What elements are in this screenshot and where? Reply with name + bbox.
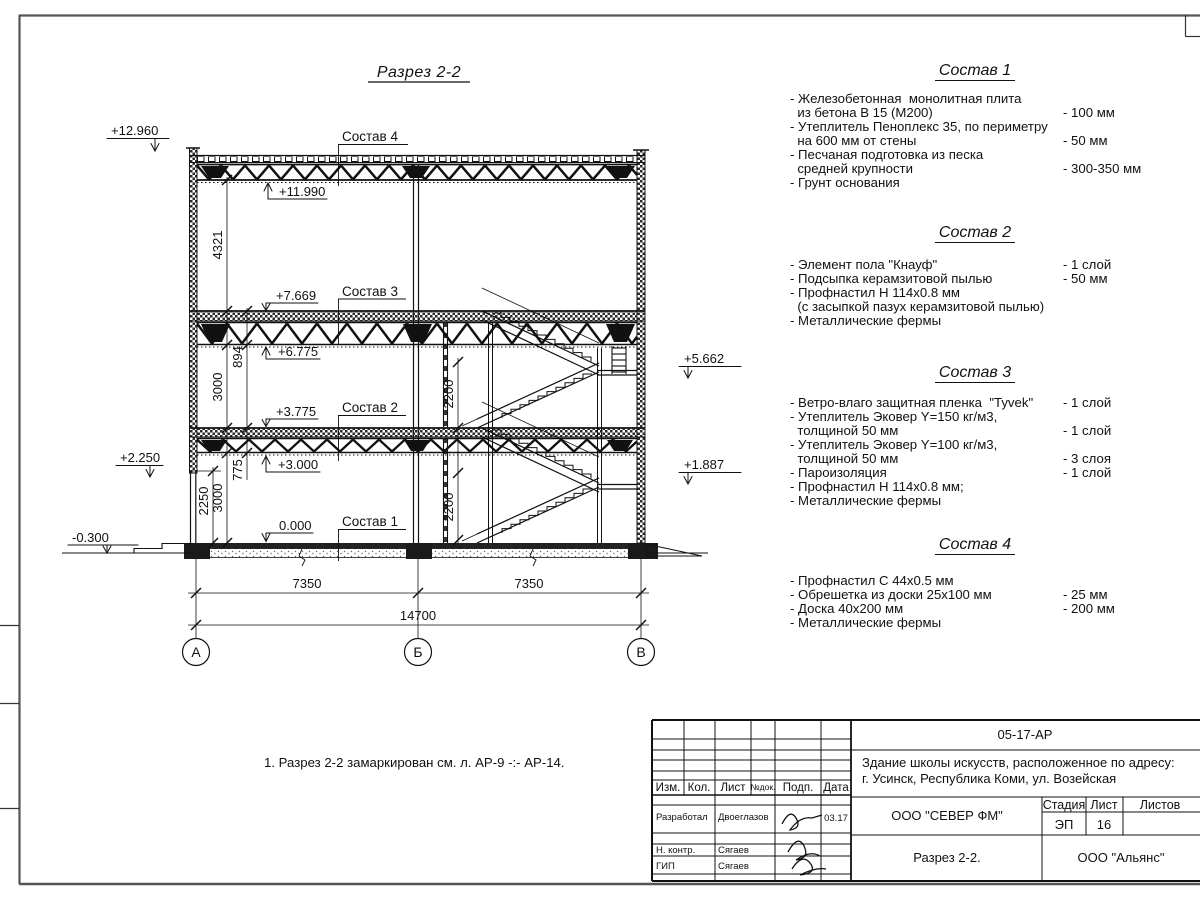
axis-label-v: В	[636, 644, 646, 660]
dim-14700: 14700	[399, 608, 437, 623]
svg-text:0.000: 0.000	[279, 518, 312, 533]
stage-value: ЭП	[1054, 817, 1074, 832]
elevation-floor2	[262, 404, 318, 427]
vertical-dimensions	[196, 175, 463, 548]
company-name: ООО "Альянс"	[1077, 850, 1165, 865]
signatures	[782, 814, 826, 875]
titleblock-text	[656, 727, 1181, 875]
list-item: - Профнастил Н 114х0.8 мм	[790, 285, 960, 300]
header-kol: Кол.	[687, 782, 711, 794]
svg-text:-0.300: -0.300	[72, 530, 109, 545]
signature-developer	[782, 814, 822, 830]
dimension-ticks	[208, 175, 463, 548]
list-item: толщиной 50 мм - 3 слоя	[790, 451, 1111, 466]
role-developer: Разработал	[656, 812, 708, 823]
svg-text:Состав 1: Состав 1	[342, 514, 398, 529]
floor-2-assembly	[190, 428, 646, 455]
svg-text:+12.960: +12.960	[111, 123, 159, 138]
composition-4-list	[790, 574, 1170, 630]
elevation-landing2	[679, 351, 741, 378]
dim-894: 894	[230, 346, 245, 368]
svg-text:+3.775: +3.775	[276, 404, 317, 419]
list-item: на 600 мм от стены - 50 мм	[790, 133, 1108, 148]
composition-2-list	[790, 258, 1170, 328]
org-name: ООО "СЕВЕР ФМ"	[891, 808, 1003, 823]
project-name-line2: г. Усинск, Республика Коми, ул. Возейская	[862, 771, 1117, 786]
list-item: - Элемент пола "Кнауф" - 1 слой	[790, 257, 1112, 272]
dim-2250: 2250	[196, 486, 211, 516]
sheet-number: 16	[1096, 817, 1112, 832]
landing-5662	[597, 371, 637, 376]
dim-775: 775	[230, 459, 245, 481]
svg-text:+11.990: +11.990	[279, 184, 326, 199]
floor-3-assembly	[190, 311, 646, 347]
axis-label-a: А	[191, 644, 201, 660]
elevation-landing1	[679, 457, 741, 484]
composition-1-title: Состав 1	[790, 62, 1160, 80]
composition-3-list	[790, 396, 1170, 508]
svg-text:+1.887: +1.887	[684, 457, 725, 472]
svg-text:+6.775: +6.775	[278, 344, 319, 359]
landing-1887	[597, 485, 637, 490]
elevation-floor3	[262, 288, 318, 311]
wall-axis-b	[414, 164, 419, 543]
list-item: - Утеплитель Эковер Y=100 кг/м3,	[790, 437, 998, 452]
composition-2-title: Состав 2	[790, 224, 1160, 242]
stair-steps	[492, 313, 592, 533]
name-ncontrol: Сягаев	[718, 845, 749, 856]
role-ncontrol: Н. контр.	[656, 845, 696, 856]
list-item: толщиной 50 мм - 1 слой	[790, 423, 1112, 438]
dim-3000-upper: 3000	[210, 372, 225, 402]
dim-2200-lower: 2200	[441, 492, 456, 522]
list-item: - Утеплитель Эковер Y=150 кг/м3,	[790, 409, 998, 424]
page-title: Разрез 2-2	[376, 64, 462, 81]
name-gip: Сягаев	[718, 861, 749, 872]
svg-text:Состав 4: Состав 4	[342, 129, 398, 144]
dim-4321: 4321	[210, 230, 225, 260]
role-gip: ГИП	[656, 861, 675, 872]
header-data: Дата	[823, 782, 849, 794]
elevation-zero	[262, 518, 313, 542]
list-item: - Железобетонная монолитная плита	[790, 91, 1022, 106]
elevation-roof-truss	[264, 183, 327, 199]
roof-assembly	[190, 156, 646, 183]
walls	[186, 148, 649, 543]
name-developer: Двоеглазов	[718, 812, 769, 823]
list-item: - Ветро-влаго защитная пленка "Tyvek" - 1 слой	[790, 395, 1112, 410]
svg-text:Состав 3: Состав 3	[342, 284, 398, 299]
corner-stamp-box	[1186, 15, 1200, 37]
sheet-label: Лист	[1090, 798, 1118, 812]
list-item: - Обрешетка из доски 25х100 мм - 25 мм	[790, 587, 1108, 602]
stair-stringers	[477, 311, 599, 543]
dim-7350-right: 7350	[514, 576, 544, 591]
project-name-line1: Здание школы искусств, расположенное по адресу:	[862, 755, 1175, 770]
dim-2200-upper: 2200	[441, 379, 456, 409]
list-item: средней крупности - 300-350 мм	[790, 161, 1142, 176]
doc-number: 05-17-АР	[997, 727, 1053, 742]
stage-label: Стадия	[1042, 798, 1086, 812]
entry-steps-left	[134, 544, 190, 554]
svg-text:+5.662: +5.662	[684, 351, 725, 366]
header-ndok: №док.	[750, 782, 776, 792]
drawing-note: 1. Разрез 2-2 замаркирован см. л. АР-9 -:- АР-14.	[264, 755, 565, 770]
roof-access-ladder	[612, 346, 626, 374]
svg-text:+2.250: +2.250	[120, 450, 161, 465]
elevation-plinth	[116, 450, 163, 477]
list-item: (с засыпкой пазух керамзитовой пылью)	[790, 299, 1045, 314]
sheet-title: Разрез 2-2.	[913, 850, 981, 865]
elevation-floor3-bottom	[262, 344, 320, 359]
elevation-ground	[68, 530, 138, 553]
list-item: - Профнастил С 44х0.5 мм	[790, 573, 954, 588]
composition-3-title: Состав 3	[790, 364, 1160, 382]
svg-text:+3.000: +3.000	[278, 457, 319, 472]
list-item: - Утеплитель Пеноплекс 35, по периметру	[790, 119, 1048, 134]
header-podp: Подп.	[782, 782, 814, 794]
dim-3000-lower: 3000	[210, 483, 225, 513]
list-item: - Доска 40х200 мм - 200 мм	[790, 601, 1115, 616]
drawing-title	[368, 64, 470, 82]
header-list: Лист	[720, 782, 746, 794]
axis-label-b: Б	[413, 644, 423, 660]
list-item: - Металлические фермы	[790, 493, 942, 508]
list-item: из бетона В 15 (М200) - 100 мм	[790, 105, 1115, 120]
sheets-label: Листов	[1139, 798, 1181, 812]
list-item: - Профнастил Н 114х0.8 мм;	[790, 479, 964, 494]
date-developer: 03.17	[824, 813, 848, 824]
composition-1-list	[790, 92, 1170, 190]
composition-4-title: Состав 4	[790, 536, 1160, 554]
list-item: - Пароизоляция - 1 слой	[790, 465, 1112, 480]
list-item: - Металлические фермы	[790, 313, 942, 328]
list-item: - Грунт основания	[790, 175, 900, 190]
svg-text:Состав 2: Состав 2	[342, 400, 398, 415]
elevation-floor2-bottom	[262, 456, 320, 472]
dim-7350-left: 7350	[292, 576, 322, 591]
list-item: - Песчаная подготовка из песка	[790, 147, 984, 162]
header-izm: Изм.	[655, 782, 681, 794]
horizontal-dimensions	[183, 559, 655, 666]
svg-text:+7.669: +7.669	[276, 288, 317, 303]
list-item: - Металлические фермы	[790, 615, 942, 630]
ground-slab	[62, 543, 708, 566]
elevation-parapet	[107, 123, 169, 151]
list-item: - Подсыпка керамзитовой пылью - 50 мм	[790, 271, 1108, 286]
